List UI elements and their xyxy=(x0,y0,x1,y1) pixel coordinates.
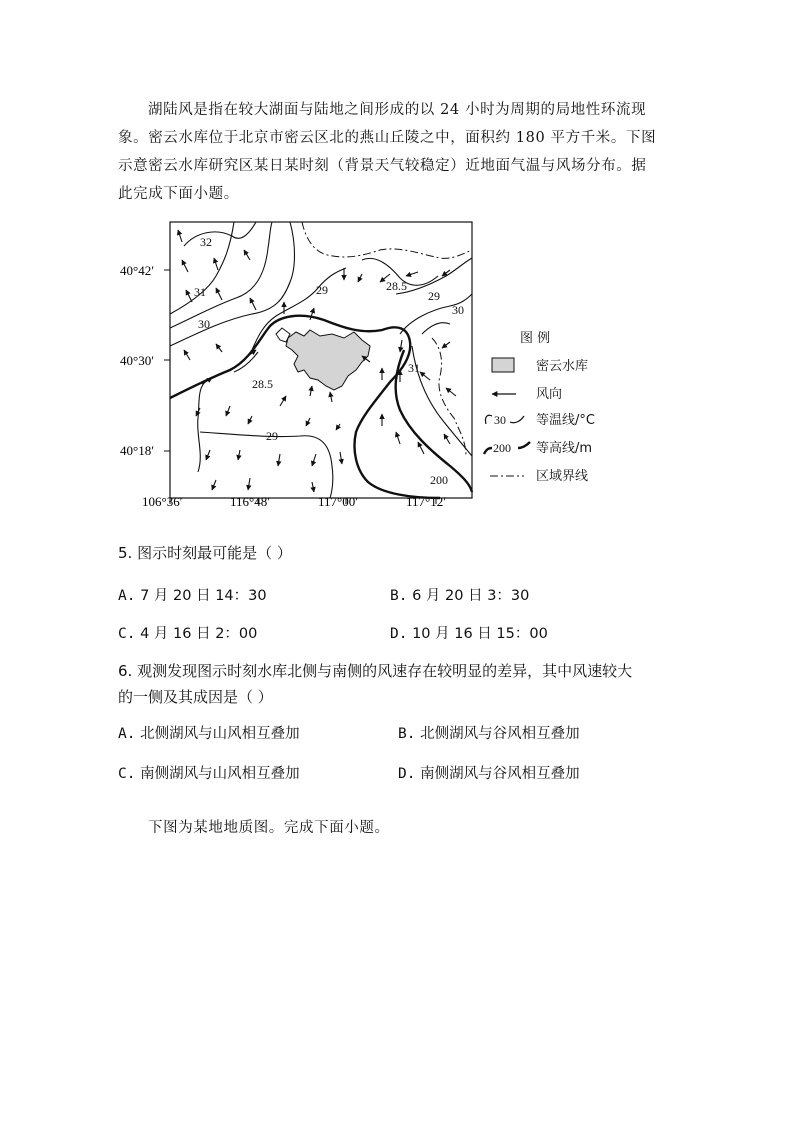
q5-option-c-text: 4 月 16 日 2：00 xyxy=(140,626,258,642)
q6-option-c[interactable] xyxy=(118,762,300,783)
q5-option-d-text: 10 月 16 日 15：00 xyxy=(412,626,548,642)
legend-isotherm-label: 等温线/°C xyxy=(536,413,595,428)
q5-option-d-letter: D. xyxy=(390,626,408,642)
intro-line-3: 示意密云水库研究区某日某时刻（背景天气较稳定）近地面气温与风场分布。据 xyxy=(118,158,647,174)
lat-label-2: 40°30′ xyxy=(120,353,155,368)
q6-option-a-letter: A. xyxy=(118,726,136,742)
iso-label-32: 32 xyxy=(200,235,212,249)
question-6-stem xyxy=(118,658,678,710)
iso-label-30: 30 xyxy=(198,317,210,331)
q6-option-a[interactable] xyxy=(118,722,300,743)
intro-line-4: 此完成下面小题。 xyxy=(118,186,239,202)
intro-paragraph xyxy=(118,96,678,208)
legend-title: 图 例 xyxy=(520,331,551,346)
q5-option-b-letter: B. xyxy=(390,588,408,604)
q5-option-a-text: 7 月 20 日 14：30 xyxy=(140,588,267,604)
q6-option-d-letter: D. xyxy=(398,766,416,782)
q6-option-b-letter: B. xyxy=(398,726,416,742)
legend-contour-label: 等高线/m xyxy=(536,441,593,456)
q6-option-b-text: 北侧湖风与谷风相互叠加 xyxy=(420,726,580,742)
q6-option-c-letter: C. xyxy=(118,766,136,782)
q6-stem-line-1: 6. 观测发现图示时刻水库北侧与南侧的风速存在较明显的差异，其中风速较大 xyxy=(118,662,633,680)
q5-option-c[interactable] xyxy=(118,622,257,643)
legend-reservoir-swatch xyxy=(492,358,514,372)
legend-boundary-label: 区域界线 xyxy=(536,469,589,484)
next-question-intro xyxy=(118,814,678,842)
legend-isotherm-value: 30 xyxy=(494,413,506,427)
legend-wind-label: 风向 xyxy=(536,387,563,402)
q6-option-a-text: 北侧湖风与山风相互叠加 xyxy=(140,726,300,742)
legend-reservoir-label: 密云水库 xyxy=(536,359,589,374)
q5-option-b-text: 6 月 20 日 3：30 xyxy=(412,588,530,604)
lon-label-2: 116°48′ xyxy=(230,494,271,509)
iso-label-31-b: 31 xyxy=(408,361,420,375)
q5-option-c-letter: C. xyxy=(118,626,136,642)
q5-option-a[interactable] xyxy=(118,584,267,605)
q6-option-d-text: 南侧湖风与谷风相互叠加 xyxy=(420,766,580,782)
q6-option-d[interactable] xyxy=(398,762,580,783)
iso-label-28-5-a: 28.5 xyxy=(386,279,407,293)
iso-label-29-a: 29 xyxy=(316,283,328,297)
lon-label-3: 117°00′ xyxy=(318,494,359,509)
intro-line-2: 象。密云水库位于北京市密云区北的燕山丘陵之中，面积约 180 平方千米。下图 xyxy=(118,130,657,146)
intro-line-1: 湖陆风是指在较大湖面与陆地之间形成的以 24 小时为周期的局地性环流现 xyxy=(148,102,647,118)
iso-label-28-5-b: 28.5 xyxy=(252,377,273,391)
q5-option-d[interactable] xyxy=(390,622,548,643)
wind-temperature-map xyxy=(100,210,660,520)
lon-label-4: 117°12′ xyxy=(406,494,447,509)
lat-label-3: 40°18′ xyxy=(120,443,155,458)
iso-label-29-c: 29 xyxy=(266,429,278,443)
lon-label-1: 106°36′ xyxy=(142,494,183,509)
reservoir-shape xyxy=(286,330,370,390)
q5-option-a-letter: A. xyxy=(118,588,136,604)
lat-label-1: 40°42′ xyxy=(120,263,155,278)
question-5-stem: 5. 图示时刻最可能是（ ） xyxy=(118,544,292,562)
q5-option-b[interactable] xyxy=(390,584,529,605)
map-legend xyxy=(484,331,595,484)
legend-contour-value: 200 xyxy=(493,441,511,455)
iso-label-31: 31 xyxy=(194,285,206,299)
iso-label-29-b: 29 xyxy=(428,289,440,303)
q6-option-b[interactable] xyxy=(398,722,580,743)
contour-label-200: 200 xyxy=(430,473,448,487)
q6-option-c-text: 南侧湖风与山风相互叠加 xyxy=(140,766,300,782)
q6-stem-line-2: 的一侧及其成因是（ ） xyxy=(118,688,273,706)
iso-label-30-b: 30 xyxy=(452,303,464,317)
next-intro-text: 下图为某地地质图。完成下面小题。 xyxy=(148,820,390,836)
